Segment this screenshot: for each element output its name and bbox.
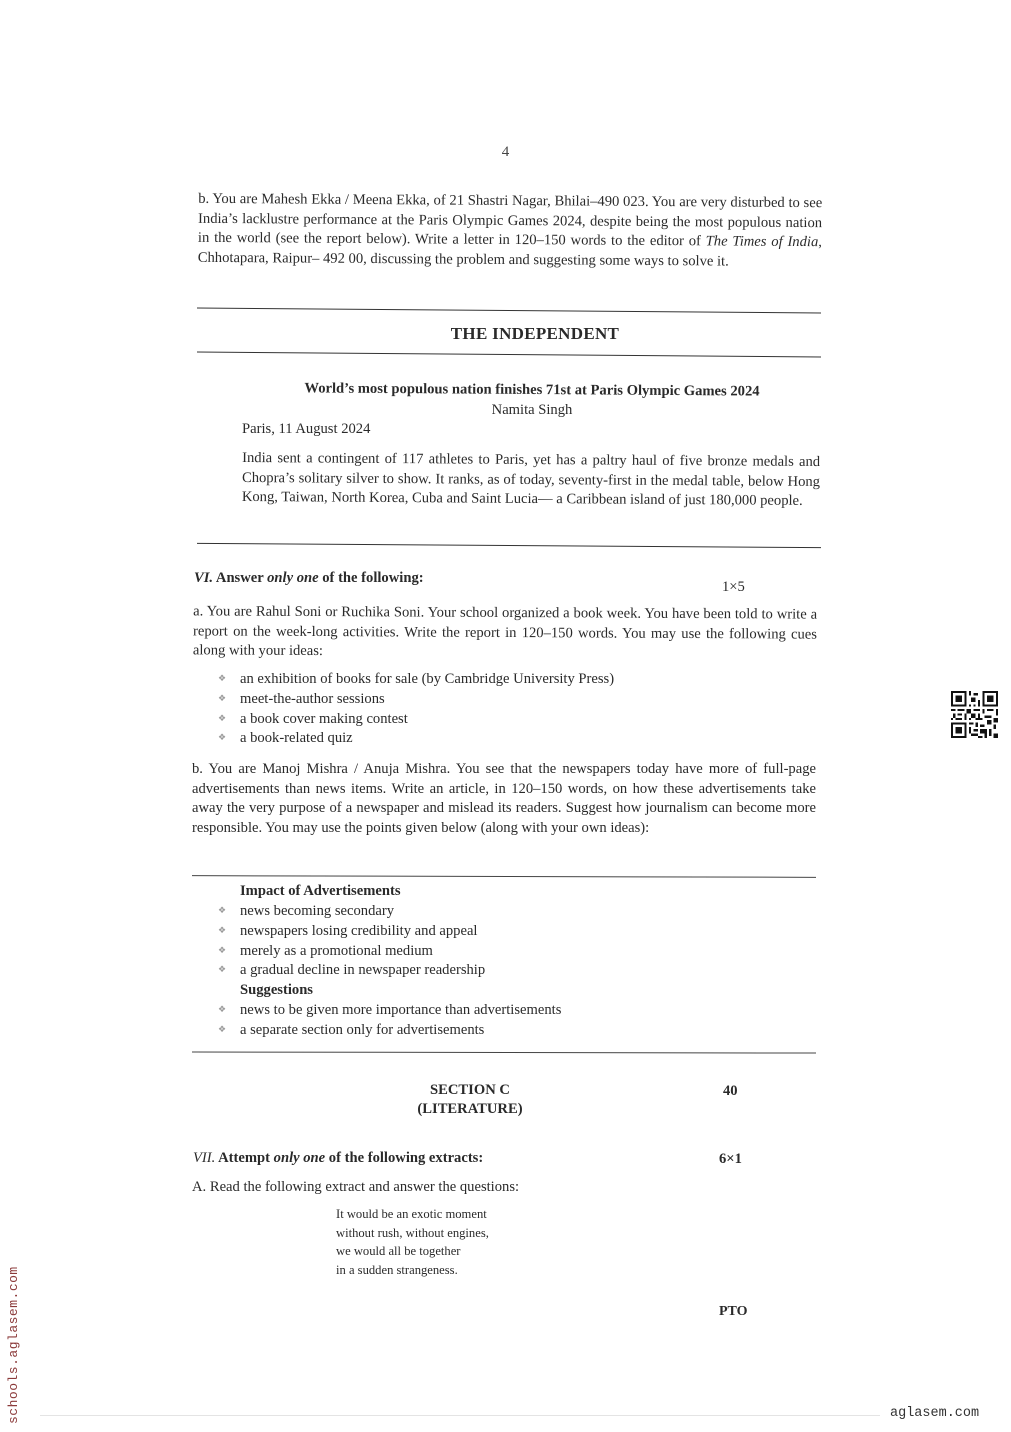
suggestion-points [216, 1001, 776, 1041]
impact-heading: Impact of Advertisements [240, 883, 401, 899]
divider [197, 543, 821, 548]
bullet-icon: ❖ [218, 693, 227, 704]
bullet-icon: ❖ [218, 925, 227, 936]
question-7-heading: VII. Attempt only one of the following extracts: [193, 1150, 484, 1166]
question-5b-text-end: , Chhotapara, Raipur– 492 00, discussing the problem and suggesting some ways to solve it. [197, 234, 822, 270]
question-5b-text: b. You are Mahesh Ekka / Meena Ekka, of 21 Shastri Nagar, Bhilai–490 023. You are very disturbed to see India’s lacklustre performance at the Paris Olympic Games 2024, despite being the most populous nation in the world (see the report below). Write a letter in 120–150 words to the editor of [197, 190, 823, 250]
question-6b: b. You are Manoj Mishra / Anuja Mishra. You see that the newspapers today have more of full-page advertisements than news items. Write an article, in 120–150 words, on how these advertisements take away the very purpose of a newspaper and mislead its readers. Suggest how journalism can become more responsible. You may use the points given below (along with your own ideas): [192, 761, 816, 836]
bullet-icon: ❖ [218, 674, 227, 684]
question-7a-intro: A. Read the following extract and answer the questions: [192, 1179, 520, 1195]
section-c-title: SECTION C [430, 1082, 510, 1098]
question-5b [198, 190, 823, 272]
page-number: 4 [501, 144, 510, 160]
bullet-icon: ❖ [218, 945, 227, 956]
suggestion-point: ❖ a separate section only for advertisements [216, 1021, 776, 1041]
newspaper-name: The Times of India [705, 233, 819, 251]
bullet-icon: ❖ [218, 906, 227, 916]
impact-point: ❖ newspapers losing credibility and appeal [216, 922, 776, 942]
poem-extract [336, 1205, 489, 1279]
footer-divider [40, 1415, 880, 1416]
side-watermark: schools.aglasem.com [6, 1266, 21, 1424]
poem-line: without rush, without engines, [336, 1225, 489, 1240]
cue-item: ❖ a book cover making contest [216, 710, 776, 730]
cue-item: ❖ a book-related quiz [216, 729, 776, 749]
divider [192, 875, 816, 878]
bullet-icon: ❖ [218, 733, 227, 744]
report-headline: World’s most populous nation finishes 71st at Paris Olympic Games 2024 [304, 380, 760, 400]
bullet-icon: ❖ [218, 1024, 227, 1035]
impact-point: ❖ merely as a promotional medium [216, 942, 776, 962]
newspaper-masthead: THE INDEPENDENT [450, 324, 620, 343]
poem-line: we would all be together [336, 1244, 461, 1259]
divider [197, 352, 821, 358]
poem-line: It would be an exotic moment [336, 1207, 487, 1221]
question-7-numeral: VII. [193, 1150, 216, 1166]
bullet-icon: ❖ [218, 965, 227, 976]
report-dateline: Paris, 11 August 2024 [242, 421, 371, 437]
suggestions-heading: Suggestions [240, 982, 313, 998]
question-6-heading: VI. Answer only one of the following: [194, 570, 424, 586]
section-c-subtitle: (LITERATURE) [417, 1101, 523, 1117]
question-7-marks: 6×1 [719, 1151, 742, 1167]
impact-point: ❖ news becoming secondary [216, 902, 776, 922]
divider [192, 1051, 816, 1053]
question-6-numeral: VI. [194, 570, 214, 586]
impact-point: ❖ a gradual decline in newspaper readership [216, 961, 776, 981]
cue-item: ❖ an exhibition of books for sale (by Cambridge University Press) [216, 670, 776, 690]
report-byline: Namita Singh [491, 402, 573, 418]
impact-points [216, 902, 776, 981]
qr-code-icon[interactable] [951, 691, 998, 738]
question-6a: a. You are Rahul Soni or Ruchika Soni. Your school organized a book week. You have been told to write a report on the week-long activities. Write the report in 120–150 words. You may use the following cues along with your ideas: [192, 603, 818, 660]
bullet-icon: ❖ [218, 713, 227, 724]
question-6a-cues [216, 670, 776, 749]
suggestion-point: ❖ news to be given more importance than advertisements [216, 1001, 776, 1021]
bullet-icon: ❖ [218, 1005, 227, 1015]
question-6-marks: 1×5 [722, 579, 745, 595]
poem-line: in a sudden strangeness. [336, 1262, 458, 1277]
report-body: India sent a contingent of 117 athletes to Paris, yet has a paltry haul of five bronze medals and Chopra’s solitary silver to show. It ranks, as of today, seventy-first in the medal table, below Hong Kong, Taiwan, North Korea, Cuba and Saint Lucia— a Caribbean island of just 180,000 people. [241, 449, 821, 509]
cue-item: ❖ meet-the-author sessions [216, 690, 776, 710]
section-c-marks: 40 [723, 1083, 738, 1099]
bottom-watermark: aglasem.com [890, 1406, 980, 1421]
pto-label: PTO [719, 1304, 748, 1319]
divider [197, 308, 821, 314]
